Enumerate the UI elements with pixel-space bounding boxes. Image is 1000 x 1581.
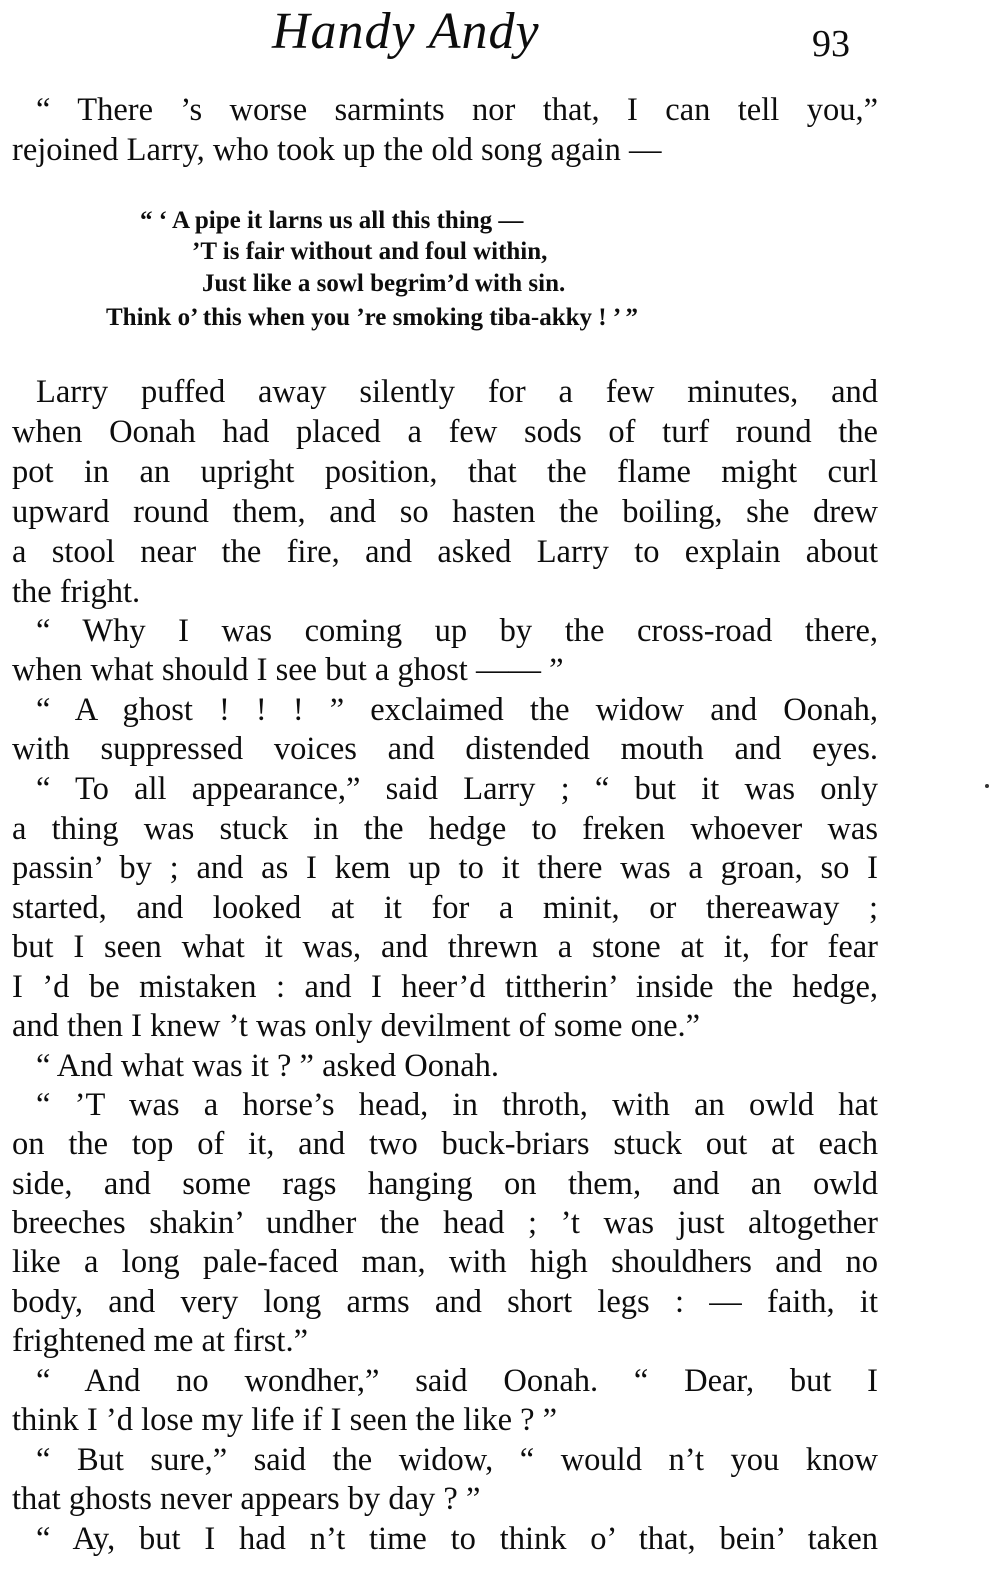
- body-line: “ To all appearance,” said Larry ; “ but it was only: [36, 771, 878, 807]
- body-line: side, and some rags hanging on them, and an owld: [12, 1166, 878, 1202]
- body-line: body, and very long arms and short legs : — faith, it: [12, 1284, 878, 1320]
- body-line: “ And no wondher,” said Oonah. “ Dear, but I: [36, 1363, 878, 1399]
- body-line: upward round them, and so hasten the boiling, she drew: [12, 494, 878, 530]
- body-line: “ ’T was a horse’s head, in throth, with an owld hat: [36, 1087, 878, 1123]
- body-line: and then I knew ’t was only devilment of some one.”: [12, 1008, 701, 1044]
- body-line: “ And what was it ? ” asked Oonah.: [36, 1048, 499, 1084]
- verse-line: “ ‘ A pipe it larns us all this thing —: [140, 207, 524, 234]
- body-line: “ A ghost ! ! ! ” exclaimed the widow and Oonah,: [36, 692, 878, 728]
- running-title: Handy Andy: [272, 3, 540, 60]
- body-line: that ghosts never appears by day ? ”: [12, 1481, 481, 1517]
- body-line: when Oonah had placed a few sods of turf round the: [12, 414, 878, 450]
- body-line: “ Ay, but I had n’t time to think o’ that, bein’ taken: [36, 1521, 878, 1557]
- body-line: pot in an upright position, that the flame might curl: [12, 454, 878, 490]
- body-line: a stool near the fire, and asked Larry to explain about: [12, 534, 878, 570]
- body-line: think I ’d lose my life if I seen the like ? ”: [12, 1402, 558, 1438]
- body-line: passin’ by ; and as I kem up to it there was a groan, so I: [12, 850, 878, 886]
- body-line: a thing was stuck in the hedge to freken whoever was: [12, 811, 878, 847]
- page-number: 93: [812, 23, 850, 65]
- verse-line: Just like a sowl begrim’d with sin.: [202, 270, 566, 297]
- body-line: but I seen what it was, and threwn a stone at it, for fear: [12, 929, 878, 965]
- body-line: I ’d be mistaken : and I heer’d tittherin’ inside the hedge,: [12, 969, 878, 1005]
- body-line: started, and looked at it for a minit, or thereaway ;: [12, 890, 878, 926]
- body-line: like a long pale-faced man, with high shouldhers and no: [12, 1244, 878, 1280]
- verse-line: ’T is fair without and foul within,: [192, 238, 548, 265]
- body-line: breeches shakin’ undher the head ; ’t was just altogether: [12, 1205, 878, 1241]
- scan-speck: [985, 784, 989, 788]
- body-line: when what should I see but a ghost —— ”: [12, 652, 564, 688]
- body-line: on the top of it, and two buck-briars stuck out at each: [12, 1126, 878, 1162]
- intro-line: rejoined Larry, who took up the old song again —: [12, 132, 662, 168]
- body-line: frightened me at first.”: [12, 1323, 308, 1359]
- intro-line: “ There ’s worse sarmints nor that, I can tell you,”: [36, 92, 878, 128]
- body-line: Larry puffed away silently for a few minutes, and: [36, 374, 878, 410]
- body-line: with suppressed voices and distended mouth and eyes.: [12, 731, 878, 767]
- body-line: the fright.: [12, 574, 141, 610]
- body-line: “ Why I was coming up by the cross-road there,: [36, 613, 878, 649]
- body-line: “ But sure,” said the widow, “ would n’t you know: [36, 1442, 878, 1478]
- verse-line: Think o’ this when you ’re smoking tiba-akky ! ’ ”: [106, 304, 639, 331]
